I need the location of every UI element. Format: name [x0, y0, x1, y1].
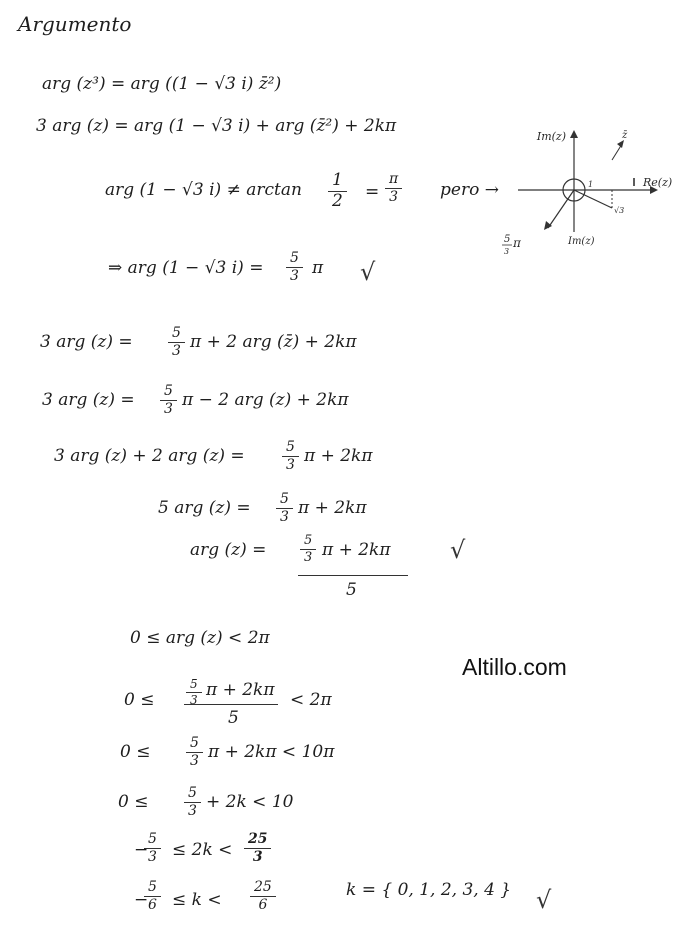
arg-result-pi: π [312, 258, 324, 278]
arg-result-fraction-den: 3 [290, 267, 299, 284]
step3-line5-right-frac [244, 832, 271, 864]
check-mark-2: √ [450, 536, 466, 564]
angle-arrowhead-icon [544, 221, 552, 230]
step3-line2-small-frac-num: 5 [186, 678, 202, 693]
angle-label-den: 3 [504, 247, 510, 256]
section-title: Argumento [18, 12, 132, 36]
step3-line4-frac-den: 3 [188, 802, 197, 819]
step2-line4-rhs: π + 2kπ [298, 498, 367, 518]
step3-line5-middle: ≤ 2k < [172, 840, 233, 860]
im-neg-label: Im(z) [568, 236, 595, 247]
step2-line3-frac-num: 5 [282, 440, 299, 457]
step2-line3-frac [282, 440, 299, 472]
step3-line3-frac-den: 3 [190, 752, 199, 769]
check-mark-1: √ [360, 258, 376, 286]
step3-line3-frac [186, 736, 203, 768]
step3-line5-right-frac-den: 3 [252, 848, 263, 865]
one-label: 1 [588, 180, 594, 189]
step2-line1-frac [168, 326, 185, 358]
step3-line3-lhs: 0 ≤ [120, 742, 151, 762]
equation-line-1: arg (z³) = arg ((1 − √3 i) z̄²) [42, 74, 282, 94]
step3-line2-lhs: 0 ≤ [124, 690, 155, 710]
step2-line5-small-frac-den: 3 [304, 549, 313, 565]
step2-line5-fraction-bar [298, 575, 408, 576]
step2-line3-lhs: 3 arg (z) + 2 arg (z) = [54, 446, 245, 466]
im-axis-label: Im(z) [536, 130, 566, 143]
step3-line6-middle: ≤ k < [172, 890, 222, 910]
angle-label-pi: π [513, 236, 521, 250]
arg-result-fraction [286, 251, 303, 283]
pi-over-three [385, 172, 402, 204]
site-watermark: Altillo.com [462, 654, 567, 680]
step3-line4-frac-num: 5 [184, 786, 201, 803]
step2-line4-frac [276, 492, 293, 524]
step3-line1: 0 ≤ arg (z) < 2π [130, 628, 270, 648]
step3-line5-left-frac [144, 832, 161, 864]
step2-line4-frac-num: 5 [276, 492, 293, 509]
arctan-line-lhs: arg (1 − √3 i) ≠ arctan [105, 180, 302, 200]
pero-text: pero → [440, 180, 499, 200]
pi-over-three-den: 3 [389, 188, 399, 205]
step3-line2-small-frac-den: 3 [190, 692, 198, 707]
step2-line5-numerator: π + 2kπ [322, 540, 391, 560]
step3-line5-left-frac-num: 5 [144, 832, 161, 849]
step2-line4-lhs: 5 arg (z) = [158, 498, 251, 518]
step3-line2-fraction-bar [184, 704, 278, 705]
k-solution-set: k = { 0, 1, 2, 3, 4 } [346, 880, 512, 900]
step3-line4-rhs: + 2k < 10 [206, 792, 294, 812]
arctan-fraction-num: 1 [328, 172, 347, 192]
step3-line6-minus: − [134, 890, 149, 910]
step2-line1-frac-num: 5 [168, 326, 185, 343]
complex-plane-diagram [500, 120, 690, 270]
step2-line1-rhs: π + 2 arg (z̄) + 2kπ [190, 332, 357, 352]
step2-line4-frac-den: 3 [280, 508, 289, 525]
step3-line5-right-frac-num: 25 [244, 832, 271, 849]
arctan-fraction [328, 172, 347, 211]
equation-line-2: 3 arg (z) = arg (1 − √3 i) + arg (z̄²) + 2kπ [36, 116, 397, 136]
arctan-equals: = [365, 182, 380, 202]
arg-result-lhs: ⇒ arg (1 − √3 i) = [108, 258, 264, 278]
z-bar-label: z̄ [622, 130, 628, 141]
step2-line2-frac-num: 5 [160, 384, 177, 401]
step3-line6-right-frac-den: 6 [258, 896, 268, 913]
step3-line6-left-frac-num: 5 [144, 880, 161, 897]
step2-line5-lhs: arg (z) = [190, 540, 267, 560]
angle-arrow [548, 190, 574, 228]
step3-line6-right-frac [250, 880, 276, 912]
step3-line5-minus: − [134, 840, 149, 860]
re-axis-label: Re(z) [643, 176, 673, 189]
step2-line5-small-frac-num: 5 [300, 534, 316, 550]
step2-line5-denominator: 5 [346, 580, 357, 600]
step3-line3-frac-num: 5 [186, 736, 203, 753]
angle-label-num: 5 [504, 234, 511, 245]
step3-line4-frac [184, 786, 201, 818]
step3-line5-left-frac-den: 3 [148, 848, 157, 865]
step3-line2-denominator: 5 [228, 708, 239, 728]
step2-line1-frac-den: 3 [172, 342, 181, 359]
imag-axis-arrow-icon [570, 130, 578, 138]
arctan-fraction-den: 2 [332, 190, 343, 211]
step3-line6-left-frac-den: 6 [148, 896, 157, 913]
step3-line2-rhs: < 2π [290, 690, 332, 710]
step2-line3-rhs: π + 2kπ [304, 446, 373, 466]
check-mark-3: √ [536, 886, 552, 914]
step2-line1-lhs: 3 arg (z) = [40, 332, 133, 352]
step2-line2-lhs: 3 arg (z) = [42, 390, 135, 410]
step3-line2-small-frac [186, 678, 202, 706]
step2-line2-frac-den: 3 [164, 400, 173, 417]
step3-line2-numerator: π + 2kπ [206, 680, 275, 700]
step3-line3-rhs: π + 2kπ < 10π [208, 742, 335, 762]
step2-line2-frac [160, 384, 177, 416]
step3-line4-lhs: 0 ≤ [118, 792, 149, 812]
step3-line6-left-frac [144, 880, 161, 912]
step2-line3-frac-den: 3 [286, 456, 295, 473]
step2-line2-rhs: π − 2 arg (z) + 2kπ [182, 390, 349, 410]
step2-line5-small-frac [300, 534, 316, 564]
arg-result-fraction-num: 5 [286, 251, 303, 268]
step3-line6-right-frac-num: 25 [250, 880, 276, 897]
pi-over-three-num: π [385, 172, 402, 189]
sqrt3-label: √3 [614, 206, 625, 215]
